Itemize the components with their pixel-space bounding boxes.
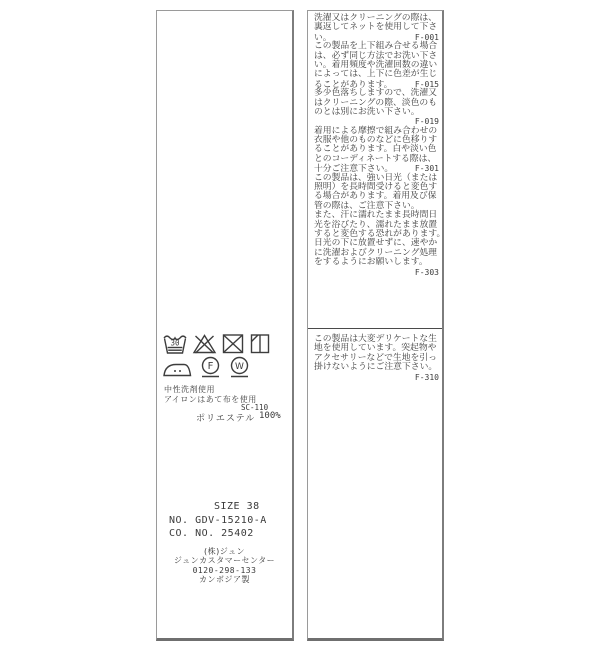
care-instruction-line	[314, 268, 439, 277]
care-instruction-code: F-015	[414, 79, 439, 89]
product-id-block	[169, 500, 267, 541]
care-instruction-text: 地を使用しています。突起物や	[314, 343, 437, 354]
country-of-origin: カンボジア製	[199, 574, 250, 584]
dry-clean-w-gentle-icon	[229, 356, 250, 378]
care-instruction-line	[314, 363, 439, 372]
care-instruction-code: F-019	[414, 117, 439, 127]
maker-company: (株)ジュン	[203, 547, 246, 556]
right-care-label	[307, 10, 444, 641]
hang-dry-shade-icon	[249, 333, 271, 354]
care-instruction-text: い。	[314, 32, 332, 43]
maker-phone: 0120-298-133	[192, 565, 257, 575]
care-instruction-text: とのコーディネートする際は、	[314, 153, 437, 164]
care-instruction-text: ることがあります。	[314, 79, 393, 90]
care-instruction-code: F-310	[414, 372, 439, 382]
wash-30-very-gentle-icon	[162, 333, 188, 354]
care-instruction-text: 多少色落ちしますので、洗濯又	[314, 88, 437, 99]
care-note-iron-cloth: アイロンはあて布を使用	[164, 394, 257, 404]
care-instruction-text: は、必ず同じ方法でお洗い下さ	[314, 50, 438, 61]
fiber-percent: 100%	[259, 411, 281, 421]
care-instruction-code: F-001	[414, 32, 439, 42]
care-instruction-line	[314, 258, 439, 267]
care-instruction-line	[314, 373, 439, 382]
care-instruction-text: 照明）を長時間受けると変色す	[314, 182, 438, 193]
care-instructions-block-1	[314, 13, 446, 277]
care-instruction-text: アクセサリーなどで生地を引っ	[314, 352, 437, 363]
care-instruction-text: をするようにお願いします。	[314, 257, 428, 268]
care-instruction-line	[314, 108, 439, 117]
do-not-tumble-dry-icon	[221, 333, 245, 354]
care-instruction-text: 光を浴びたり、濡れたまま放置	[314, 219, 438, 230]
care-instruction-text: い。着用頻度や洗濯回数の違い	[314, 59, 438, 70]
care-instructions-block-2	[314, 335, 439, 382]
care-instruction-line	[314, 23, 439, 32]
care-instruction-text: この製品を上下組み合せる場合	[314, 41, 438, 52]
care-instruction-text: はクリーニングの際、淡色のも	[314, 97, 437, 108]
svg-text:W: W	[235, 362, 244, 372]
iron-low-icon	[162, 359, 192, 378]
left-care-label	[156, 10, 294, 641]
care-symbols-row-1	[162, 333, 271, 354]
svg-text:F: F	[207, 361, 214, 372]
care-instruction-text: また、汗に濡れたまま長時間日	[314, 210, 438, 221]
care-instruction-code: F-303	[414, 267, 439, 277]
maker-block	[157, 547, 292, 584]
care-instruction-text: 十分ご注意下さい。	[314, 164, 394, 175]
care-symbols-row-2	[162, 356, 250, 378]
care-instruction-text: のとは別にお洗い下さい。	[314, 106, 420, 117]
style-code: SC-110	[241, 403, 269, 412]
svg-text:30: 30	[170, 338, 180, 348]
care-notes	[164, 385, 257, 404]
care-instruction-text: 日光の下に放置せずに、速やか	[314, 238, 438, 249]
care-instruction-text: 裏返してネットを使用して下さ	[314, 22, 438, 33]
care-instruction-line	[314, 155, 439, 164]
care-instruction-text: すると変色する恐れがあります。	[314, 228, 446, 239]
care-instruction-code: F-301	[414, 164, 439, 174]
care-note-detergent: 中性洗剤使用	[164, 385, 215, 394]
care-instruction-text: 洗濯又はクリーニングの際は、	[314, 13, 437, 23]
care-instruction-text: 管の際は、ご注意下さい。	[314, 200, 420, 211]
care-instruction-text: によっては、上下に色差が生じ	[314, 69, 438, 80]
care-instruction-text: 掛けないようにご注意下さい。	[314, 362, 438, 373]
care-instruction-text: に洗濯およびクリーニング処理	[314, 247, 437, 258]
do-not-bleach-icon	[192, 333, 217, 354]
care-instruction-text: ることがあります。白や淡い色	[314, 144, 437, 155]
dry-clean-f-gentle-icon	[200, 356, 221, 378]
section-divider	[308, 328, 442, 329]
co-number-line: CO. NO. 25402	[169, 528, 254, 539]
maker-customer-center: ジュンカスタマーセンター	[173, 556, 276, 566]
size-line: SIZE 38	[214, 501, 260, 512]
care-instruction-text: この製品は大変デリケートな生	[314, 334, 437, 344]
care-instruction-text: この製品は、強い日光（または	[314, 172, 438, 183]
item-number-line: NO. GDV-15210-A	[169, 514, 267, 526]
care-instruction-text: 着用による摩擦で組み合わせの	[314, 125, 438, 136]
care-instruction-text: る場合があります。着用及び保	[314, 191, 437, 202]
fiber-material: ポリエステル	[196, 414, 256, 424]
care-instruction-text: 衣服や他のものなどに色移りす	[314, 135, 438, 146]
care-instruction-line	[314, 70, 439, 79]
